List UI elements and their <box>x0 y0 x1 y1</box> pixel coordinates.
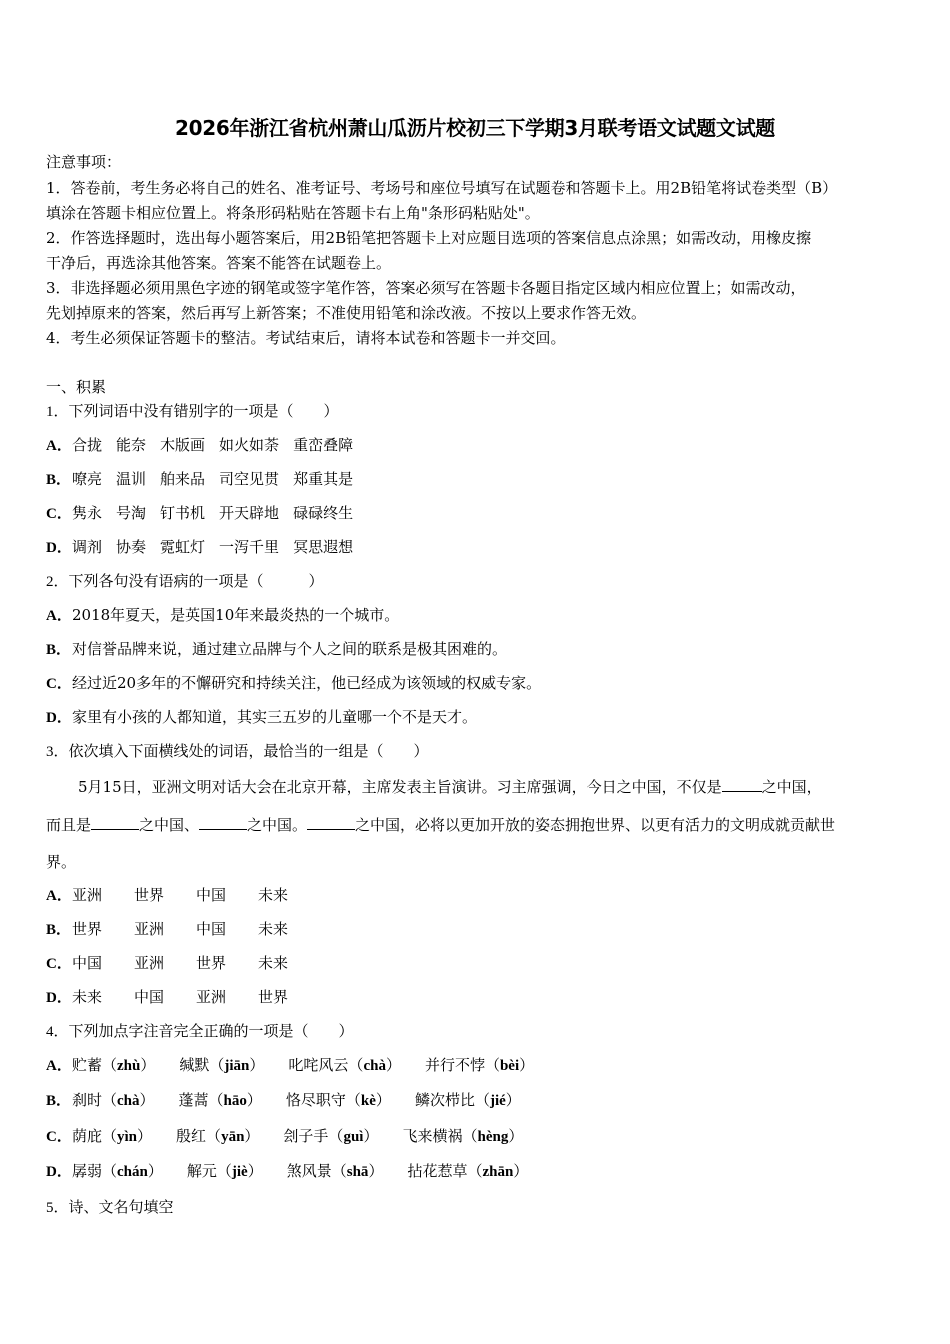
section-heading: 一、积累 <box>46 378 107 396</box>
notice-line: 先划掉原来的答案，然后再写上新答案；不准使用铅笔和涂改液。不按以上要求作答无效。 <box>46 304 647 322</box>
q2-option-b: B．对信誉品牌来说，通过建立品牌与个人之间的联系是极其困难的。 <box>46 640 508 658</box>
q4-option-a: A．贮蓄（zhù） 缄默（jiān） 叱咤风云（chà） 并行不悖（bèi） <box>46 1056 535 1074</box>
question-stem: 依次填入下面横线处的词语，最恰当的一组是（ ） <box>68 742 429 760</box>
notice-line: 2．作答选择题时，选出每小题答案后，用2B铅笔把答题卡上对应题目选项的答案信息点涂黑；如需改动，用橡皮擦 <box>46 229 812 247</box>
question-number: 2． <box>46 574 69 590</box>
question-3 <box>46 741 429 762</box>
q3-option-c: C．中国 亚洲 世界 未来 <box>46 954 289 972</box>
q3-passage-line-3: 界。 <box>46 853 77 871</box>
fill-blank[interactable] <box>722 777 762 792</box>
notice-line: 填涂在答题卡相应位置上。将条形码粘贴在答题卡右上角"条形码粘贴处"。 <box>46 204 540 222</box>
question-number: 3． <box>46 744 69 760</box>
question-4 <box>46 1021 354 1042</box>
question-stem: 下列各句没有语病的一项是（ ） <box>68 572 324 590</box>
question-number: 4． <box>46 1024 69 1040</box>
q3-passage-line-1: 5月15日，亚洲文明对话大会在北京开幕，主席发表主旨演讲。习主席强调，今日之中国，不仅是 之中国， <box>78 778 822 796</box>
q2-option-d: D．家里有小孩的人都知道，其实三五岁的儿童哪一个不是天才。 <box>46 708 478 726</box>
question-2 <box>46 571 324 592</box>
notice-line: 4．考生必须保证答题卡的整洁。考试结束后，请将本试卷和答题卡一并交回。 <box>46 329 566 347</box>
q2-option-a: A．2018年夏天，是英国10年来最炎热的一个城市。 <box>46 606 400 624</box>
q4-option-d: D．孱弱（chán） 解元（jiè） 煞风景（shā） 拈花惹草（zhān） <box>46 1162 529 1180</box>
question-1 <box>46 401 339 422</box>
notice-heading: 注意事项： <box>46 153 122 171</box>
question-5 <box>46 1197 174 1218</box>
question-stem: 下列词语中没有错别字的一项是（ ） <box>68 402 339 420</box>
notice-line: 3．非选择题必须用黑色字迹的钢笔或签字笔作答，答案必须写在答题卡各题目指定区域内相应位置上；如需改动， <box>46 279 806 297</box>
question-number: 1． <box>46 404 69 420</box>
q3-option-b: B．世界 亚洲 中国 未来 <box>46 920 289 938</box>
q3-option-a: A．亚洲 世界 中国 未来 <box>46 886 289 904</box>
q3-option-d: D．未来 中国 亚洲 世界 <box>46 988 289 1006</box>
notice-line: 干净后，再选涂其他答案。答案不能答在试题卷上。 <box>46 254 392 272</box>
q4-option-c: C．荫庇（yìn） 殷红（yān） 刽子手（guì） 飞来横祸（hèng） <box>46 1127 524 1145</box>
notice-line: 1．答卷前，考生务必将自己的姓名、准考证号、考场号和座位号填写在试题卷和答题卡上。用2B铅笔将试卷类型（B） <box>46 179 838 197</box>
q4-option-b: B．刹时（chà） 蓬蒿（hāo） 恪尽职守（kè） 鳞次栉比（jié） <box>46 1091 521 1109</box>
q2-option-c: C．经过近20多年的不懈研究和持续关注，他已经成为该领域的权威专家。 <box>46 674 542 692</box>
fill-blank[interactable] <box>307 815 355 830</box>
fill-blank[interactable] <box>199 815 247 830</box>
page-title: 2026年浙江省杭州萧山瓜沥片校初三下学期3月联考语文试题文试题 <box>175 116 775 140</box>
question-stem: 下列加点字注音完全正确的一项是（ ） <box>68 1022 354 1040</box>
question-number: 5． <box>46 1200 69 1216</box>
q1-option-a: A．合拢 能奈 木版画 如火如荼 重峦叠障 <box>46 436 354 454</box>
q1-option-d: D．调剂 协奏 霓虹灯 一泻千里 冥思遐想 <box>46 538 354 556</box>
question-stem: 诗、文名句填空 <box>68 1198 174 1216</box>
q3-passage-line-2: 而且是 之中国、 之中国。 之中国，必将以更加开放的姿态拥抱世界、以更有活力的文明成就贡献世 <box>46 816 836 834</box>
q1-option-b: B．嘹亮 温训 舶来品 司空见贯 郑重其是 <box>46 470 354 488</box>
q1-option-c: C．隽永 号淘 钉书机 开天辟地 碌碌终生 <box>46 504 354 522</box>
fill-blank[interactable] <box>91 815 139 830</box>
